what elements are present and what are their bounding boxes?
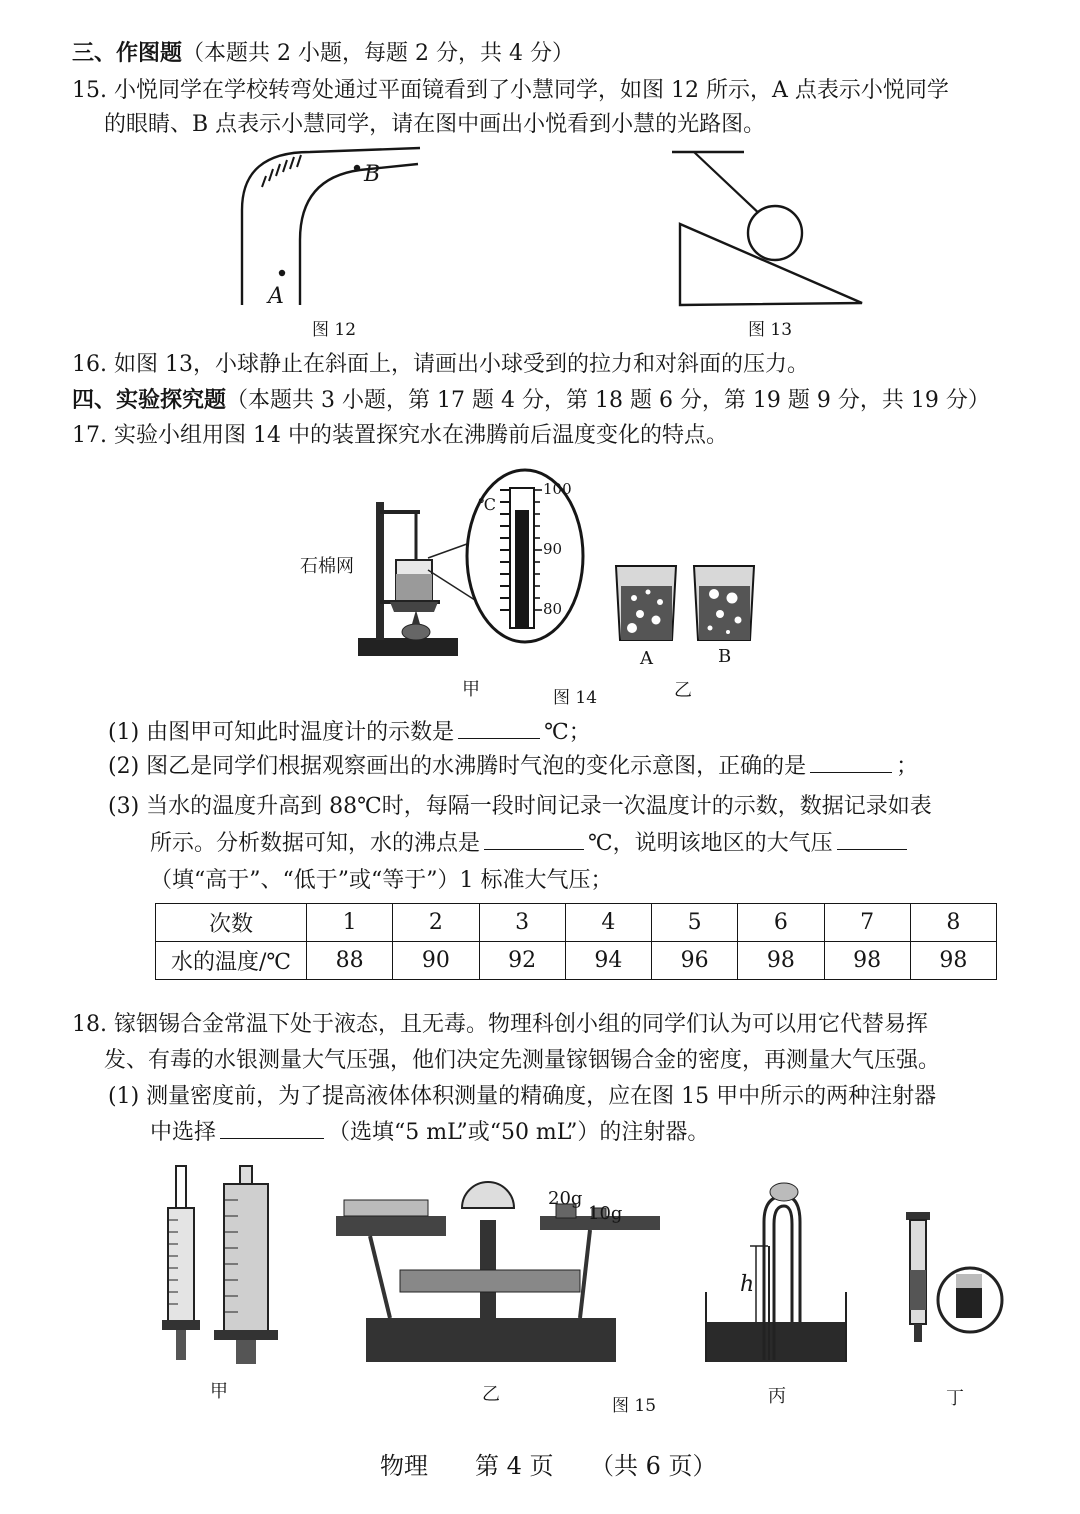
- fig14-yi-label: 乙: [674, 680, 692, 701]
- section4-heading: [72, 385, 990, 416]
- table-cell: 3: [479, 904, 565, 942]
- q18-part1-end: （选填“5 mL”或“50 mL”）的注射器。: [328, 1120, 710, 1145]
- asbestos-net-label: 石棉网: [300, 556, 354, 577]
- table-header-temperature: 水的温度/℃: [156, 942, 307, 980]
- point-a-label: A: [268, 284, 284, 309]
- table-row: [156, 942, 997, 980]
- footer-subject: 物理: [380, 1452, 428, 1480]
- q18-part1-text: 中选择: [150, 1120, 217, 1145]
- q17-part3-mid: ℃，说明该地区的大气压: [588, 831, 833, 856]
- section3-heading: [72, 38, 574, 69]
- q17-part1-unit: ℃；: [544, 720, 591, 745]
- section3-note: （本题共 2 小题，每题 2 分，共 4 分）: [182, 41, 574, 66]
- temperature-table: [155, 903, 997, 980]
- q17-part1-text: (1) 由图甲可知此时温度计的示数是: [108, 720, 455, 745]
- answer-blank-pressure[interactable]: [837, 829, 907, 850]
- q15-line1: 15. 小悦同学在学校转弯处通过平面镜看到了小慧同学，如图 12 所示，A 点表示小悦同学: [72, 78, 949, 103]
- q17-part3-text: 所示。分析数据可知，水的沸点是: [150, 831, 481, 856]
- q18-line2: 发、有毒的水银测量大气压强，他们决定先测量镓铟锡合金的密度，再测量大气压强。: [104, 1048, 941, 1073]
- answer-blank-temperature[interactable]: [458, 718, 540, 739]
- weight-10g-label: 10g: [588, 1203, 623, 1224]
- section4-title: 四、实验探究题: [72, 387, 227, 413]
- fig15-jia-label: 甲: [210, 1381, 228, 1402]
- table-cell: 98: [824, 942, 910, 980]
- answer-blank-beaker[interactable]: [810, 752, 892, 773]
- fig13-caption: 图 13: [748, 320, 793, 340]
- fig15-ding-label: 丁: [946, 1388, 964, 1409]
- table-cell: 1: [307, 904, 393, 942]
- table-cell: 4: [565, 904, 651, 942]
- fig15-caption: 图 15: [612, 1396, 657, 1416]
- section3-title: 三、作图题: [72, 40, 183, 66]
- footer-total: （共 6 页）: [590, 1452, 717, 1480]
- height-label: h: [740, 1272, 755, 1297]
- q17-part1: [108, 718, 591, 748]
- figure-12: [230, 140, 430, 310]
- footer-page: 第 4 页: [475, 1452, 554, 1480]
- table-cell: 98: [910, 942, 996, 980]
- figure-15-tube: [700, 1182, 850, 1367]
- beaker-b-label: B: [718, 646, 732, 667]
- table-cell: 2: [393, 904, 479, 942]
- q17-part2-text: (2) 图乙是同学们根据观察画出的水沸腾时气泡的变化示意图，正确的是: [108, 754, 807, 779]
- figure-15-syringes: [150, 1160, 280, 1370]
- fig12-caption: 图 12: [312, 320, 357, 340]
- fig14-jia-label: 甲: [462, 679, 480, 700]
- thermo-80: 80: [543, 600, 563, 618]
- ball: [748, 206, 802, 260]
- answer-blank-syringe[interactable]: [220, 1118, 324, 1139]
- q17-part2-end: ；: [896, 754, 919, 779]
- q17-part3-line1: (3) 当水的温度升高到 88℃时，每隔一段时间记录一次温度计的示数，数据记录如表: [108, 794, 932, 819]
- answer-blank-boiling-point[interactable]: [484, 829, 584, 850]
- table-cell: 94: [565, 942, 651, 980]
- table-cell: 8: [910, 904, 996, 942]
- thermo-90: 90: [543, 540, 563, 558]
- figure-14-beakers: [610, 562, 770, 652]
- q17-part3-line2: [150, 829, 911, 859]
- q18-part1-line2: [150, 1118, 709, 1148]
- q17-intro: 17. 实验小组用图 14 中的装置探究水在沸腾前后温度变化的特点。: [72, 423, 728, 448]
- table-cell: 98: [738, 942, 824, 980]
- q18-part1-line1: (1) 测量密度前，为了提高液体体积测量的精确度，应在图 15 甲中所示的两种注射器: [108, 1084, 937, 1109]
- figure-13: [668, 140, 868, 310]
- point-a-dot: [279, 270, 285, 276]
- table-row: [156, 904, 997, 942]
- weight-20g-label: 20g: [548, 1188, 583, 1209]
- q15-line2: 的眼睛、B 点表示小慧同学，请在图中画出小悦看到小慧的光路图。: [104, 112, 766, 137]
- table-cell: 90: [393, 942, 479, 980]
- q17-part3-line3: （填“高于”、“低于”或“等于”）1 标准大气压；: [150, 868, 613, 893]
- figure-15-syringe-inset: [900, 1210, 990, 1350]
- table-cell: 88: [307, 942, 393, 980]
- q17-part2: [108, 752, 918, 782]
- table-cell: 92: [479, 942, 565, 980]
- table-cell: 6: [738, 904, 824, 942]
- beaker-a-label: A: [640, 648, 653, 669]
- fig15-bing-label: 丙: [768, 1386, 786, 1407]
- section4-note: （本题共 3 小题，第 17 题 4 分，第 18 题 6 分，第 19 题 9 分，共 19 分）: [226, 388, 990, 413]
- table-header-count: 次数: [156, 904, 307, 942]
- thermo-unit: ℃: [478, 495, 496, 514]
- q18-line1: 18. 镓铟锡合金常温下处于液态，且无毒。物理科创小组的同学们认为可以用它代替易挥: [72, 1012, 928, 1037]
- q16-text: 16. 如图 13，小球静止在斜面上，请画出小球受到的拉力和对斜面的压力。: [72, 352, 809, 377]
- fig14-caption: 图 14: [553, 688, 598, 708]
- table-cell: 7: [824, 904, 910, 942]
- thermo-100: 100: [543, 480, 572, 498]
- figure-14-apparatus: [350, 470, 650, 670]
- point-b-label: B: [364, 162, 381, 187]
- table-cell: 96: [652, 942, 738, 980]
- fig15-yi-label: 乙: [482, 1384, 500, 1405]
- point-b-dot: [354, 165, 360, 171]
- table-cell: 5: [652, 904, 738, 942]
